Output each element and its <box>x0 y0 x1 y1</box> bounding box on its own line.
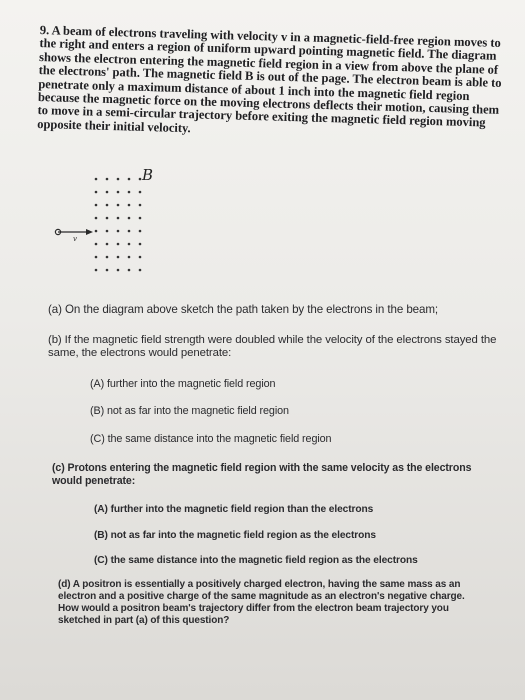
field-dot <box>117 204 120 207</box>
field-dot-grid <box>95 178 142 272</box>
field-dot <box>117 217 120 220</box>
part-c-option-c[interactable]: (C) the same distance into the magnetic field region as the electrons <box>94 555 418 566</box>
part-b-question: (b) If the magnetic field strength were doubled while the velocity of the electrons stayed the same, the electrons would penetrate: <box>48 334 497 359</box>
field-dot <box>139 269 142 272</box>
velocity-label-v: v <box>73 235 77 243</box>
magnetic-field-diagram <box>50 165 160 285</box>
part-d-question: (d) A positron is essentially a positively charged electron, having the same mass as an electron and a positive charge of the same magnitude as an electron's negative charge. How would a positron beam's trajectory differ from the electron beam trajectory you sketched in part (a) of this question? <box>58 579 465 626</box>
field-dot <box>117 269 120 272</box>
field-dot <box>128 256 131 259</box>
field-dot <box>95 256 98 259</box>
field-dot <box>128 191 131 194</box>
field-label-b: B <box>142 166 154 184</box>
field-dot <box>128 243 131 246</box>
field-dot <box>128 178 131 181</box>
field-dot <box>117 191 120 194</box>
field-dot <box>139 217 142 220</box>
field-dot <box>139 230 142 233</box>
field-dot <box>95 178 98 181</box>
field-dot <box>117 256 120 259</box>
field-dot <box>117 230 120 233</box>
field-dot <box>106 269 109 272</box>
velocity-arrow-head <box>86 229 93 235</box>
field-dot <box>95 243 98 246</box>
field-dot <box>106 191 109 194</box>
field-dot <box>106 178 109 181</box>
part-c-option-a[interactable]: (A) further into the magnetic field region than the electrons <box>94 504 374 515</box>
field-dot <box>128 217 131 220</box>
field-dot <box>128 269 131 272</box>
field-dot <box>139 256 142 259</box>
field-dot <box>128 204 131 207</box>
field-dot <box>95 204 98 207</box>
field-dot <box>139 178 142 181</box>
field-dot <box>139 204 142 207</box>
field-dot <box>106 204 109 207</box>
field-dot <box>106 217 109 220</box>
part-b-option-a[interactable]: (A) further into the magnetic field region <box>90 378 276 390</box>
part-b-option-b[interactable]: (B) not as far into the magnetic field region <box>90 405 289 417</box>
part-c-question: (c) Protons entering the magnetic field region with the same velocity as the electrons would penetrate: <box>52 462 472 487</box>
part-a-question: (a) On the diagram above sketch the path taken by the electrons in the beam; <box>48 303 439 316</box>
field-dot <box>106 256 109 259</box>
diagram-canvas <box>50 165 160 285</box>
field-dot <box>95 269 98 272</box>
field-dot <box>117 178 120 181</box>
field-dot <box>95 217 98 220</box>
field-dot <box>139 243 142 246</box>
part-b-option-c[interactable]: (C) the same distance into the magnetic field region <box>90 433 332 445</box>
field-dot <box>95 191 98 194</box>
field-dot <box>128 230 131 233</box>
field-dot <box>117 243 120 246</box>
field-dot <box>95 230 98 233</box>
field-dot <box>139 191 142 194</box>
part-c-option-b[interactable]: (B) not as far into the magnetic field region as the electrons <box>94 530 376 541</box>
field-dot <box>106 243 109 246</box>
problem-statement: 9. A beam of electrons traveling with velocity v in a magnetic-field-free region moves to the right and enters a region of uniform upward pointing magnetic field. The diagram shows the electron entering the magnetic field region in a view from above the plane of the electrons' path. The magnetic field B is out of the page. The electron beam is able to penetrate only a maximum distance of about 1 inch into the magnetic field region because the magnetic force on the moving electrons deflects their motion, causing them to move in a semi-circular trajectory before exiting the magnetic field region moving opposite their initial velocity. <box>37 23 502 136</box>
field-dot <box>106 230 109 233</box>
